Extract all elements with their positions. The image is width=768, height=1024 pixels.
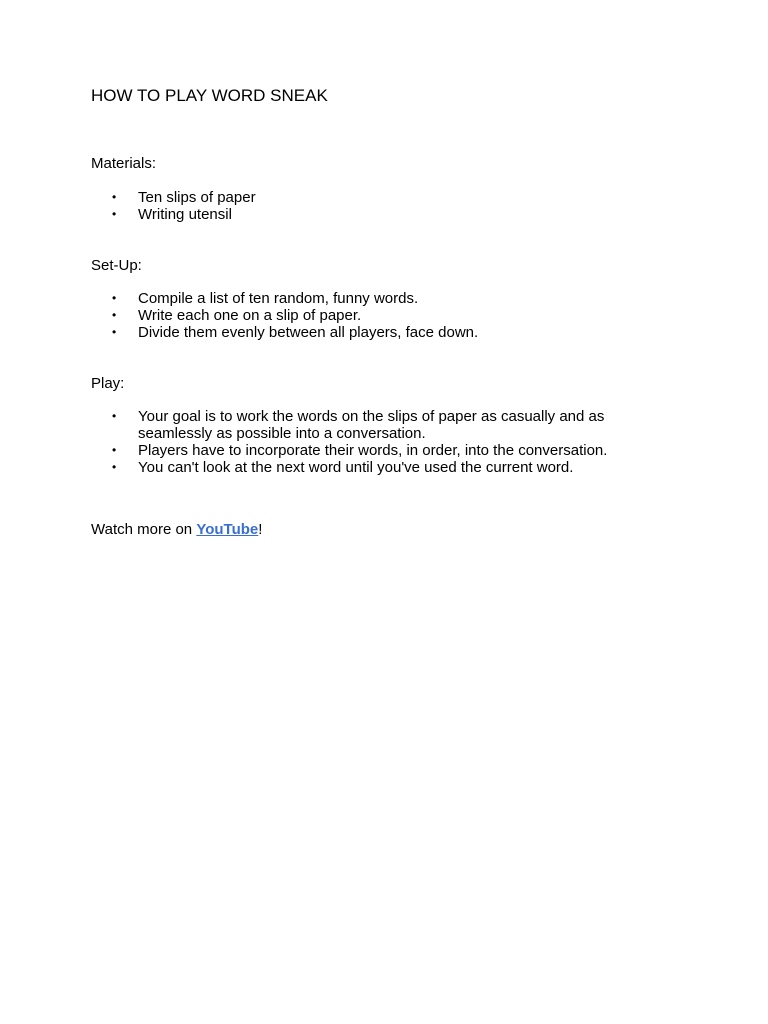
bullet-icon: • <box>112 460 117 474</box>
materials-list <box>112 189 672 223</box>
bullet-icon: • <box>112 325 117 339</box>
footer-suffix: ! <box>258 521 263 538</box>
bullet-icon: • <box>112 190 117 204</box>
list-item <box>112 408 672 442</box>
list-item <box>112 324 672 341</box>
youtube-link[interactable]: YouTube <box>196 521 259 538</box>
section-heading-setup: Set-Up: <box>91 257 142 274</box>
bullet-icon: • <box>112 291 117 305</box>
section-heading-materials: Materials: <box>91 155 157 172</box>
list-item-text: Ten slips of paper <box>138 189 256 206</box>
list-item-text: Divide them evenly between all players, face down. <box>138 324 479 341</box>
list-item-text: You can't look at the next word until you've used the current word. <box>138 459 574 476</box>
list-item <box>112 442 672 459</box>
document-title: HOW TO PLAY WORD SNEAK <box>91 86 328 105</box>
bullet-icon: • <box>112 409 117 423</box>
play-list <box>112 408 672 476</box>
setup-list <box>112 290 672 341</box>
section-heading-play: Play: <box>91 375 125 392</box>
list-item <box>112 459 672 476</box>
list-item-text: Players have to incorporate their words, in order, into the conversation. <box>138 442 608 459</box>
bullet-icon: • <box>112 308 117 322</box>
list-item-text: Writing utensil <box>138 206 232 223</box>
list-item <box>112 307 672 324</box>
list-item <box>112 189 672 206</box>
list-item-text: Your goal is to work the words on the slips of paper as casually and as seamlessly as possible into a conversation. <box>138 408 605 442</box>
bullet-icon: • <box>112 443 117 457</box>
list-item-text: Compile a list of ten random, funny words. <box>138 290 419 307</box>
list-item <box>112 206 672 223</box>
list-item-text: Write each one on a slip of paper. <box>138 307 362 324</box>
footer-line <box>91 521 262 538</box>
list-item <box>112 290 672 307</box>
bullet-icon: • <box>112 207 117 221</box>
footer-prefix: Watch more on <box>91 521 197 538</box>
